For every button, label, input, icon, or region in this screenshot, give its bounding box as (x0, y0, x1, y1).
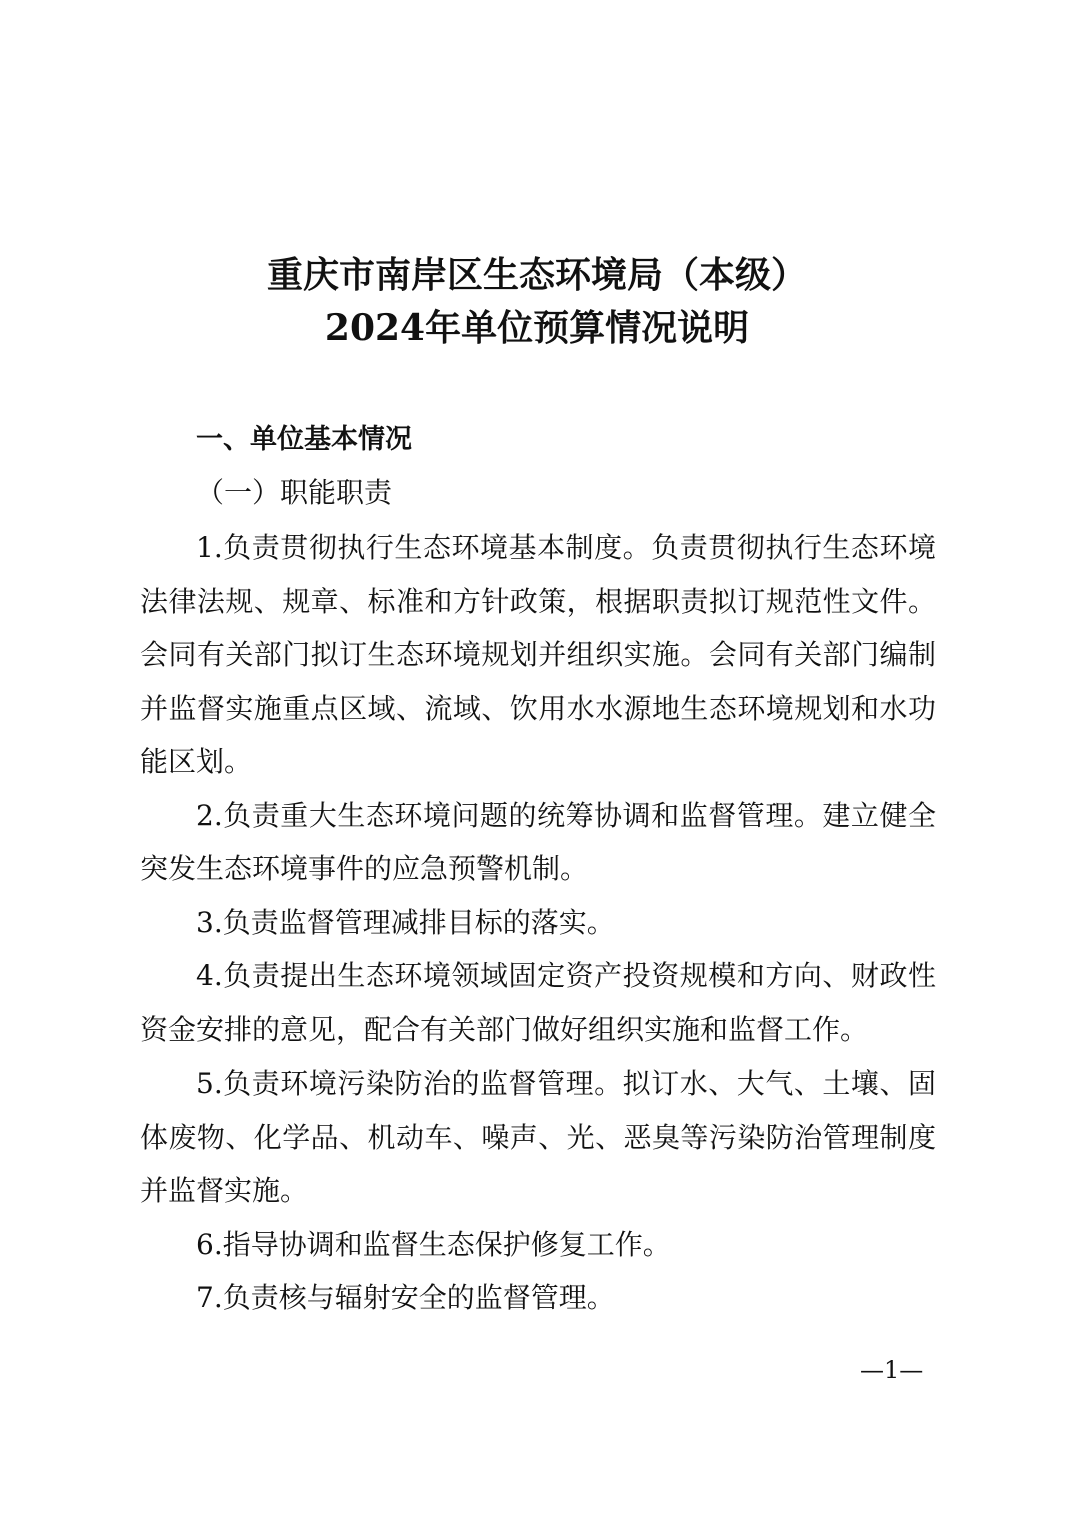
paragraph-line: 法律法规、规章、标准和方针政策，根据职责拟订规范性文件。 (140, 585, 936, 618)
paragraph-line: 4.负责提出生态环境领域固定资产投资规模和方向、财政性 (196, 959, 936, 992)
paragraph-line: 6.指导协调和监督生态保护修复工作。 (196, 1228, 671, 1261)
paragraph-line: 突发生态环境事件的应急预警机制。 (140, 852, 589, 885)
paragraph-line: 并监督实施重点区域、流域、饮用水水源地生态环境规划和水功 (140, 692, 936, 725)
paragraph-line: 7.负责核与辐射安全的监督管理。 (196, 1281, 615, 1314)
paragraph-line: 并监督实施。 (140, 1174, 309, 1207)
page-number: —1— (860, 1356, 924, 1384)
document-title-line-1: 重庆市南岸区生态环境局（本级） (266, 254, 807, 296)
paragraph-line: 3.负责监督管理减排目标的落实。 (196, 906, 615, 939)
paragraph-line: 体废物、化学品、机动车、噪声、光、恶臭等污染防治管理制度 (140, 1121, 936, 1154)
document-title-line-2: 2024年单位预算情况说明 (324, 307, 750, 349)
paragraph-line: 资金安排的意见，配合有关部门做好组织实施和监督工作。 (140, 1013, 869, 1046)
paragraph-line: 5.负责环境污染防治的监督管理。拟订水、大气、土壤、固 (196, 1067, 936, 1100)
subsection-heading: （一）职能职责 (196, 476, 393, 509)
paragraph-line: 能区划。 (140, 745, 253, 778)
paragraph-line: 2.负责重大生态环境问题的统筹协调和监督管理。建立健全 (196, 799, 936, 832)
section-heading: 一、单位基本情况 (196, 424, 412, 455)
paragraph-line: 1.负责贯彻执行生态环境基本制度。负责贯彻执行生态环境 (196, 531, 936, 564)
paragraph-line: 会同有关部门拟订生态环境规划并组织实施。会同有关部门编制 (140, 638, 936, 671)
